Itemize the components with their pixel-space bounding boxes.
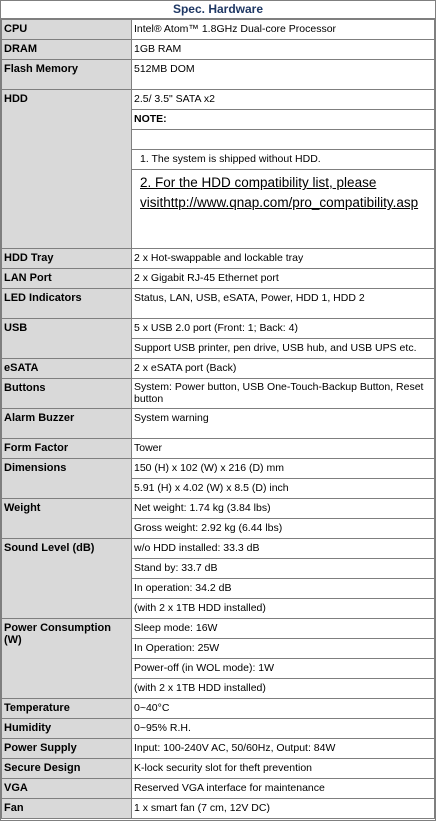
- hdd-note-label: NOTE:: [132, 110, 435, 130]
- value-temp: 0~40°C: [132, 699, 435, 719]
- value-power-3: Power-off (in WOL mode): 1W: [132, 659, 435, 679]
- label-form: Form Factor: [2, 439, 132, 459]
- hdd-compat-link[interactable]: 2. For the HDD compatibility list, please visithttp://www.qnap.com/pro_compatibility.asp: [140, 175, 419, 210]
- value-fan: 1 x smart fan (7 cm, 12V DC): [132, 799, 435, 819]
- value-esata: 2 x eSATA port (Back): [132, 359, 435, 379]
- label-sound: Sound Level (dB): [2, 539, 132, 619]
- label-esata: eSATA: [2, 359, 132, 379]
- label-lan: LAN Port: [2, 269, 132, 289]
- value-dram: 1GB RAM: [132, 40, 435, 60]
- value-vga: Reserved VGA interface for maintenance: [132, 779, 435, 799]
- spec-table: [1, 19, 435, 819]
- value-power-4: (with 2 x 1TB HDD installed): [132, 679, 435, 699]
- value-usb-2: Support USB printer, pen drive, USB hub, and USB UPS etc.: [132, 339, 435, 359]
- value-flash: 512MB DOM: [132, 60, 435, 90]
- label-vga: VGA: [2, 779, 132, 799]
- value-power-2: In Operation: 25W: [132, 639, 435, 659]
- value-secure: K-lock security slot for theft prevention: [132, 759, 435, 779]
- label-humidity: Humidity: [2, 719, 132, 739]
- value-hdd: 2.5/ 3.5" SATA x2: [132, 90, 435, 110]
- value-lan: 2 x Gigabit RJ-45 Ethernet port: [132, 269, 435, 289]
- value-alarm: System warning: [132, 409, 435, 439]
- value-sound-4: (with 2 x 1TB HDD installed): [132, 599, 435, 619]
- value-humidity: 0~95% R.H.: [132, 719, 435, 739]
- label-buttons: Buttons: [2, 379, 132, 409]
- value-buttons: System: Power button, USB One-Touch-Backup Button, Reset button: [132, 379, 435, 409]
- value-hdd-tray: 2 x Hot-swappable and lockable tray: [132, 249, 435, 269]
- value-cpu: Intel® Atom™ 1.8GHz Dual-core Processor: [132, 20, 435, 40]
- value-psu: Input: 100-240V AC, 50/60Hz, Output: 84W: [132, 739, 435, 759]
- value-sound-1: w/o HDD installed: 33.3 dB: [132, 539, 435, 559]
- label-alarm: Alarm Buzzer: [2, 409, 132, 439]
- value-weight-1: Net weight: 1.74 kg (3.84 lbs): [132, 499, 435, 519]
- label-psu: Power Supply: [2, 739, 132, 759]
- label-dram: DRAM: [2, 40, 132, 60]
- hdd-note-1: 1. The system is shipped without HDD.: [132, 150, 435, 170]
- label-secure: Secure Design: [2, 759, 132, 779]
- label-cpu: CPU: [2, 20, 132, 40]
- label-weight: Weight: [2, 499, 132, 539]
- label-led: LED Indicators: [2, 289, 132, 319]
- value-sound-2: Stand by: 33.7 dB: [132, 559, 435, 579]
- sheet-title: Spec. Hardware: [1, 1, 435, 19]
- label-power: Power Consumption (W): [2, 619, 132, 699]
- value-dimensions-2: 5.91 (H) x 4.02 (W) x 8.5 (D) inch: [132, 479, 435, 499]
- hdd-note-spacer: [132, 130, 435, 150]
- value-usb-1: 5 x USB 2.0 port (Front: 1; Back: 4): [132, 319, 435, 339]
- value-weight-2: Gross weight: 2.92 kg (6.44 lbs): [132, 519, 435, 539]
- label-usb: USB: [2, 319, 132, 359]
- label-flash: Flash Memory: [2, 60, 132, 90]
- label-temp: Temperature: [2, 699, 132, 719]
- label-hdd-tray: HDD Tray: [2, 249, 132, 269]
- label-dimensions: Dimensions: [2, 459, 132, 499]
- value-power-1: Sleep mode: 16W: [132, 619, 435, 639]
- value-form: Tower: [132, 439, 435, 459]
- value-led: Status, LAN, USB, eSATA, Power, HDD 1, HDD 2: [132, 289, 435, 319]
- label-hdd: HDD: [2, 90, 132, 249]
- hdd-note-2: [132, 170, 435, 249]
- value-sound-3: In operation: 34.2 dB: [132, 579, 435, 599]
- label-fan: Fan: [2, 799, 132, 819]
- value-dimensions-1: 150 (H) x 102 (W) x 216 (D) mm: [132, 459, 435, 479]
